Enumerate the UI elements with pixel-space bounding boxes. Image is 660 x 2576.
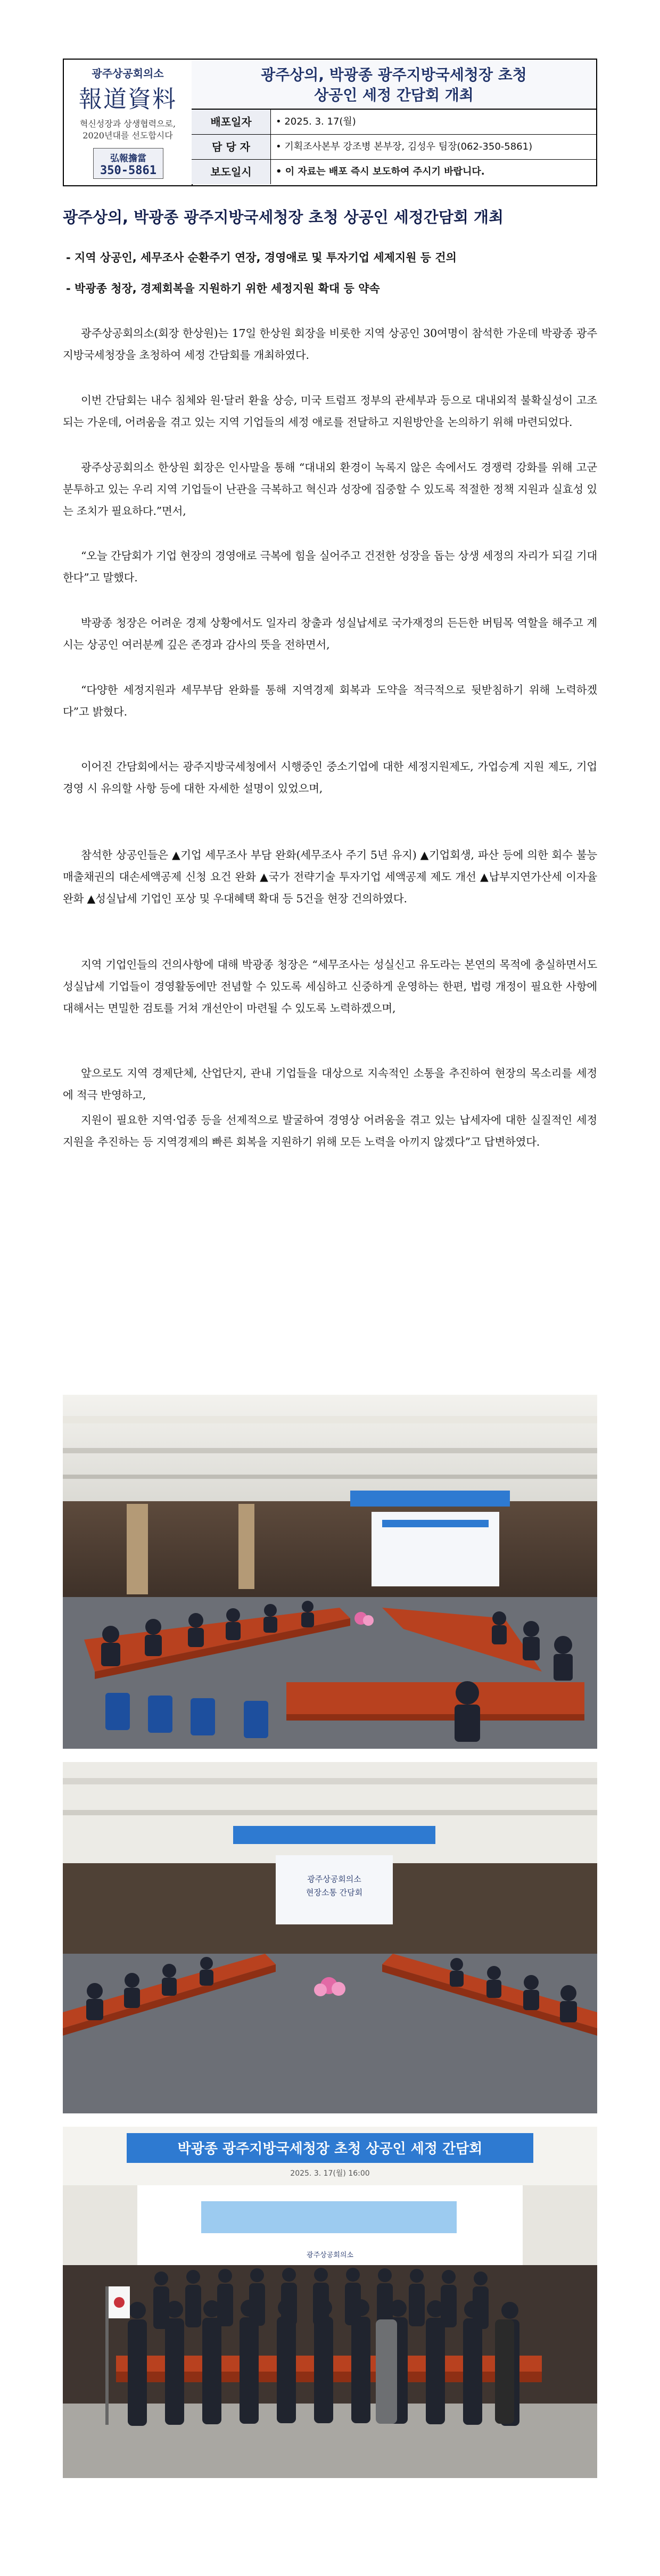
contact-box [93,148,163,179]
slogan-line2: 2020년대를 선도합시다 [82,130,173,141]
press-title [192,60,596,110]
info-value: • 2025. 3. 17(월) [276,116,356,127]
contact-label: 弘報擔當 [110,153,146,164]
screen-text-2: 현장소통 간담회 [306,1888,363,1897]
screen-text-1: 광주상공회의소 [307,1874,361,1884]
article-subtitle-1: - 지역 상공인, 세무조사 순환주기 연장, 경영애로 및 투자기업 세제지원 등 건의 [66,251,457,264]
banner-title: 박광종 광주지방국세청장 초청 상공인 세정 간담회 [177,2141,483,2157]
paragraph-5: 박광종 청장은 어려운 경제 상황에서도 일자리 창출과 성실납세로 국가재정의 든든한 버팀목 역할을 해주고 계시는 상공인 여러분께 깊은 존경과 감사의 뜻을 전하면서, [63,616,597,651]
paragraph-7: 이어진 간담회에서는 광주지방국세청에서 시행중인 중소기업에 대한 세정지원제도, 가업승계 지원 제도, 기업경영 시 유의할 사항 등에 대한 자세한 설명이 있었으며, [63,760,597,795]
masthead: 報道資料 [79,86,177,113]
info-value: • 기획조사본부 강조병 본부장, 김성우 팀장(062-350-5861) [276,141,533,152]
paragraph-1: 광주상공회의소(회장 한상원)는 17일 한상원 회장을 비롯한 지역 상공인 30여명이 참석한 가운데 박광종 광주지방국세청장을 초청하여 세정 간담회를 개최하였다. [63,327,597,361]
info-value: • 이 자료는 배포 즉시 보도하여 주시기 바랍니다. [276,166,485,177]
paragraph-3: 광주상공회의소 한상원 회장은 인사말을 통해 “대내외 환경이 녹록지 않은 속에서도 경쟁력 강화를 위해 고군분투하고 있는 우리 지역 기업들이 난관을 극복하고 혁신과 성장에 집중할 수 있도록 적절한 정책 지원과 실효성 있는 조치가 필요하다.”면서, [63,461,597,517]
meeting-photo-2 [63,1762,597,2113]
article-subtitle-2: - 박광종 청장, 경제회복을 지원하기 위한 세정지원 확대 등 약속 [66,282,380,295]
press-title-line2: 상공인 세정 간담회 개최 [314,86,474,104]
slogan [64,118,192,142]
info-label: 보도일시 [192,160,271,184]
paragraph-10: 앞으로도 지역 경제단체, 산업단지, 관내 기업들을 대상으로 지속적인 소통을 추진하여 현장의 목소리를 세정에 적극 반영하고, [63,1067,597,1101]
org-name: 광주상공회의소 [92,67,164,80]
press-header [63,59,597,186]
info-row-release [192,160,596,184]
paragraph-6: “다양한 세정지원과 세무부담 완화를 통해 지역경제 회복과 도약을 적극적으로 뒷받침하기 위해 노력하겠다”고 밝혔다. [63,684,597,718]
banner-date: 2025. 3. 17(월) 16:00 [290,2169,370,2178]
group-photo [63,2127,597,2478]
info-row-contact [192,135,596,160]
meeting-photo-1 [63,1395,597,1749]
paragraph-9: 지역 기업인들의 건의사항에 대해 박광종 청장은 “세무조사는 성실신고 유도라는 본연의 목적에 충실하면서도 성실납세 기업들이 경영활동에만 전념할 수 있도록 세심하고 신중하게 운영하는 한편, 법령 개정이 필요한 사항에 대해서는 면밀한 검토를 거쳐 개선안이 마련될 수 있도록 노력하겠으며, [63,958,597,1015]
info-label: 배포일자 [192,110,271,134]
info-row-date [192,110,596,135]
article-headline: 광주상의, 박광종 광주지방국세청장 초청 상공인 세정간담회 개최 [63,208,504,226]
paragraph-4: “오늘 간담회가 기업 현장의 경영애로 극복에 힘을 실어주고 건전한 성장을 돕는 상생 세정의 자리가 되길 기대한다”고 말했다. [63,549,597,584]
paragraph-8: 참석한 상공인들은 ▲기업 세무조사 부담 완화(세무조사 주기 5년 유지) ▲기업회생, 파산 등에 의한 회수 불능 매출채권의 대손세액공제 신청 요건 완화 ▲국가 전략기술 투자기업 세액공제 제도 개선 ▲납부지연가산세 이자율 완화 ▲성실납세 기업인 포상 및 우대혜택 확대 등 5건을 현장 건의하였다. [63,849,597,905]
paragraph-2: 이번 간담회는 내수 침체와 원·달러 환율 상승, 미국 트럼프 정부의 관세부과 등으로 대내외적 불확실성이 고조되는 가운데, 어려움을 겪고 있는 지역 기업들의 세정 애로를 전달하고 지원방안을 논의하기 위해 마련되었다. [63,394,597,429]
paragraph-11: 지원이 필요한 지역·업종 등을 선제적으로 발굴하여 경영상 어려움을 겪고 있는 납세자에 대한 실질적인 세정지원을 추진하는 등 지역경제의 빠른 회복을 지원하기 위해 모든 노력을 아끼지 않겠다”고 답변하였다. [63,1114,597,1148]
slogan-line1: 혁신성장과 상생협력으로, [79,119,176,129]
header-left-column [64,60,193,185]
press-title-line1: 광주상의, 박광종 광주지방국세청장 초청 [261,66,527,84]
contact-phone: 350-5861 [100,164,156,177]
host-logo: 광주상공회의소 [307,2251,353,2259]
info-label: 담 당 자 [192,135,271,159]
